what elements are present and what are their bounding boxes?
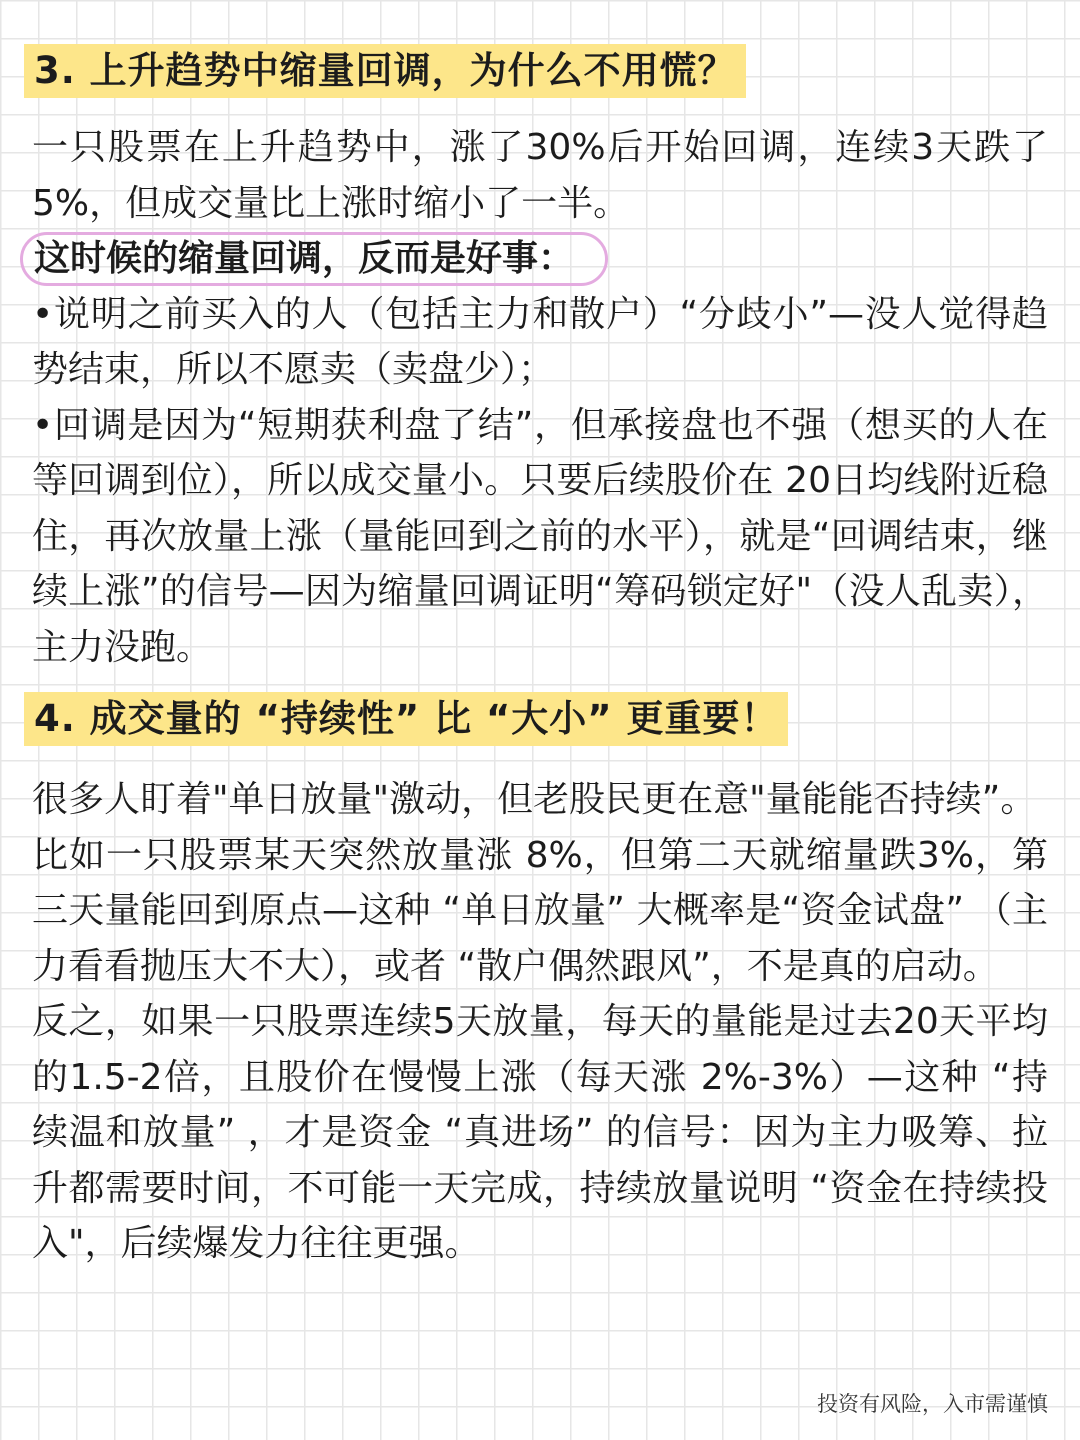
highlight-text: 这时候的缩量回调，反而是好事： bbox=[34, 238, 575, 279]
highlight-sentence bbox=[32, 231, 576, 287]
section3-heading: 3. 上升趋势中缩量回调，为什么不用慌？ bbox=[24, 44, 746, 98]
section4-paragraph: 比如一只股票某天突然放量涨 8%，但第二天就缩量跌3%，第三天量能回到原点—这种 “单日放量” 大概率是“资金试盘” （主力看看抛压大不大），或者 “散户偶然跟风”，不是真的启动。 bbox=[32, 834, 1048, 987]
bullet-item: •回调是因为“短期获利盘了结”，但承接盘也不强（想买的人在等回调到位），所以成交量小。只要后续股价在 20日均线附近稳住，再次放量上涨（量能回到之前的水平），就是“回调结束，继续上涨”的信号—因为缩量回调证明“筹码锁定好"（没人乱卖），主力没跑。 bbox=[32, 404, 1048, 668]
circled-emphasis-mark bbox=[20, 232, 608, 286]
section4-paragraph: 反之，如果一只股票连续5天放量，每天的量能是过去20天平均的1.5-2倍，且股价在慢慢上涨（每天涨 2%-3%）—这种 “持续温和放量” ，才是资金 “真进场” 的信号：因为主力吸筹、拉升都需要时间，不可能一天完成，持续放量说明 “资金在持续投入"，后续爆发力往往更强。 bbox=[32, 1001, 1048, 1264]
section4-heading: 4. 成交量的 “持续性” 比 “大小” 更重要！ bbox=[24, 692, 788, 746]
section3-highlight-line bbox=[32, 231, 1048, 287]
section4-paragraph: 很多人盯着"单日放量"激动，但老股民更在意"量能能否持续”。 bbox=[32, 779, 1037, 820]
bullet-item: •说明之前买入的人（包括主力和散户）“分歧小”—没人觉得趋势结束，所以不愿卖（卖盘少）； bbox=[32, 293, 1048, 390]
section3-body bbox=[32, 120, 1048, 675]
section4-body bbox=[32, 772, 1048, 1272]
section3-paragraph: 一只股票在上升趋势中，涨了30%后开始回调，连续3天跌了5%，但成交量比上涨时缩小了一半。 bbox=[32, 127, 1048, 224]
risk-disclaimer: 投资有风险，入市需谨慎 bbox=[817, 1392, 1048, 1416]
